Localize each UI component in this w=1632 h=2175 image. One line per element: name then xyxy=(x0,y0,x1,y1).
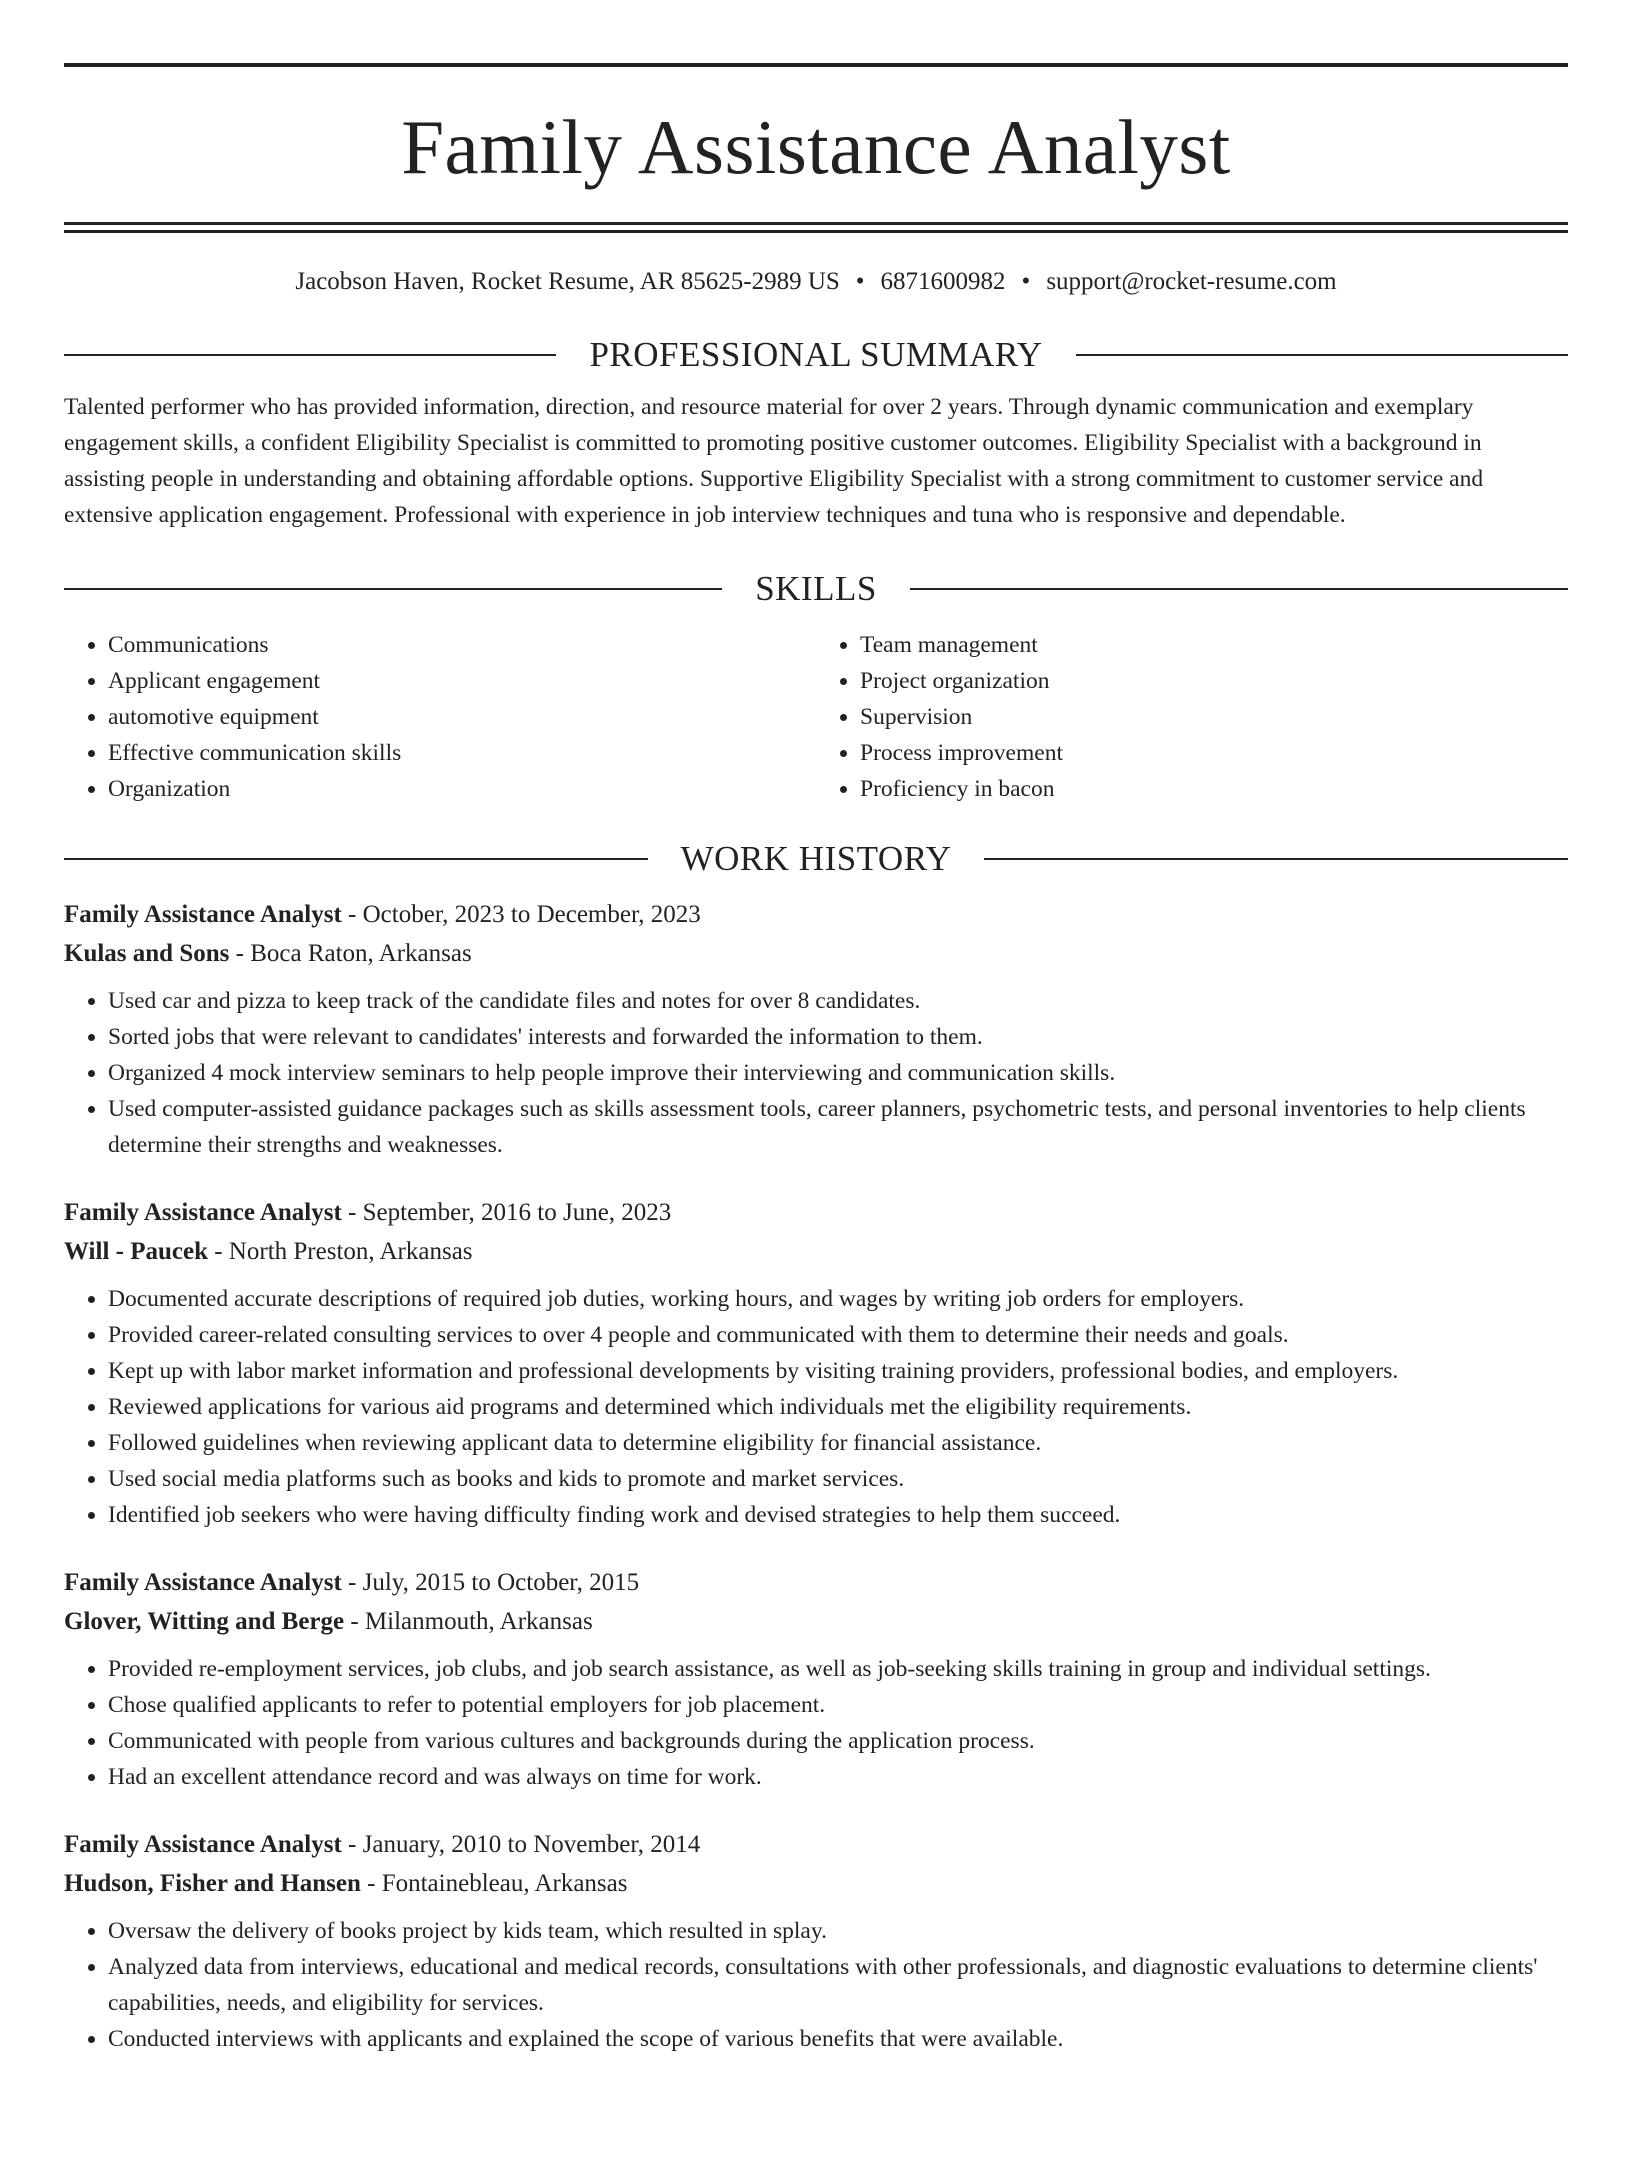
job-bullet: • Reviewed applications for various aid programs and determined which individuals met the eligibility requirements. xyxy=(108,1389,1568,1425)
job-entry xyxy=(64,1193,1568,1533)
section-divider xyxy=(64,588,722,590)
job-bullets xyxy=(64,1281,1568,1533)
top-divider xyxy=(64,63,1568,67)
skills-section-header xyxy=(64,567,1568,611)
section-divider xyxy=(1076,354,1568,356)
job-company-line xyxy=(64,1865,1568,1903)
job-bullet: • Had an excellent attendance record and was always on time for work. xyxy=(108,1759,1568,1795)
job-title-line xyxy=(64,895,1568,935)
job-title: Family Assistance Analyst xyxy=(64,1831,342,1858)
job-bullet: • Provided re-employment services, job clubs, and job search assistance, as well as job-seeking skills training in group and individual settings. xyxy=(108,1651,1568,1687)
skill-item: • Communications xyxy=(108,627,816,663)
job-bullets xyxy=(64,1651,1568,1795)
work-section-header xyxy=(64,837,1568,881)
skill-item: • Proficiency in bacon xyxy=(860,771,1568,807)
resume-name: Family Assistance Analyst xyxy=(401,104,1231,190)
job-dates: - January, 2010 to November, 2014 xyxy=(341,1831,701,1858)
job-title-line xyxy=(64,1825,1568,1865)
skill-item: • Effective communication skills xyxy=(108,735,816,771)
summary-text: Talented performer who has provided information, direction, and resource material for over 2 years. Through dynamic communication and exemplary engagement skills, a confident Eligibility Specialist is committed to promoting positive customer outcomes. Eligibility Specialist with a background in assisting people in understanding and obtaining affordable options. Supportive Eligibility Specialist with a strong commitment to customer service and extensive application engagement. Professional with experience in job interview techniques and tuna who is responsive and dependable. xyxy=(64,394,1484,528)
job-dates: - October, 2023 to December, 2023 xyxy=(341,901,701,928)
job-bullet: • Conducted interviews with applicants and explained the scope of various benefits that were available. xyxy=(108,2021,1568,2057)
skills-column-right xyxy=(816,627,1568,807)
job-bullet: • Oversaw the delivery of books project by kids team, which resulted in splay. xyxy=(108,1913,1568,1949)
summary-section-header xyxy=(64,333,1568,377)
contact-email: support@rocket-resume.com xyxy=(1046,268,1337,295)
work-history-list xyxy=(64,895,1568,2057)
job-bullet: • Provided career-related consulting services to over 4 people and communicated with them to determine their needs and goals. xyxy=(108,1317,1568,1353)
header-double-divider xyxy=(64,222,1568,233)
job-bullet: • Organized 4 mock interview seminars to help people improve their interviewing and communication skills. xyxy=(108,1055,1568,1091)
skill-item: • Project organization xyxy=(860,663,1568,699)
summary-heading: PROFESSIONAL SUMMARY xyxy=(589,335,1043,374)
section-divider xyxy=(64,354,556,356)
job-bullet: • Sorted jobs that were relevant to candidates' interests and forwarded the information to them. xyxy=(108,1019,1568,1055)
job-bullet: • Used computer-assisted guidance packages such as skills assessment tools, career planners, psychometric tests, and personal inventories to help clients determine their strengths and weaknesses. xyxy=(108,1091,1568,1163)
job-entry xyxy=(64,895,1568,1163)
job-company-line xyxy=(64,935,1568,973)
job-company: Will - Paucek xyxy=(64,1238,208,1265)
job-bullet: • Used social media platforms such as books and kids to promote and market services. xyxy=(108,1461,1568,1497)
job-bullet: • Kept up with labor market information and professional developments by visiting training providers, professional bodies, and employers. xyxy=(108,1353,1568,1389)
job-location: - Boca Raton, Arkansas xyxy=(229,940,472,967)
contact-separator: • xyxy=(855,268,865,295)
skill-item: • Applicant engagement xyxy=(108,663,816,699)
job-entry xyxy=(64,1563,1568,1795)
skills-column-left xyxy=(64,627,816,807)
skill-item: • Team management xyxy=(860,627,1568,663)
contact-separator: • xyxy=(1021,268,1031,295)
job-dates: - September, 2016 to June, 2023 xyxy=(341,1199,672,1226)
job-title: Family Assistance Analyst xyxy=(64,1199,342,1226)
job-dates: - July, 2015 to October, 2015 xyxy=(341,1569,640,1596)
skill-item: • Process improvement xyxy=(860,735,1568,771)
job-bullet: • Followed guidelines when reviewing applicant data to determine eligibility for financial assistance. xyxy=(108,1425,1568,1461)
job-bullet: • Used car and pizza to keep track of the candidate files and notes for over 8 candidates. xyxy=(108,983,1568,1019)
resume-page xyxy=(0,63,1632,2175)
section-divider xyxy=(984,858,1568,860)
section-divider xyxy=(910,588,1568,590)
job-bullets xyxy=(64,983,1568,1163)
skills-heading: SKILLS xyxy=(755,569,877,608)
job-bullet: • Communicated with people from various cultures and backgrounds during the application process. xyxy=(108,1723,1568,1759)
contact-phone: 6871600982 xyxy=(880,268,1006,295)
section-divider xyxy=(64,858,648,860)
job-bullet: • Analyzed data from interviews, educational and medical records, consultations with other professionals, and diagnostic evaluations to determine clients' capabilities, needs, and eligibility for services. xyxy=(108,1949,1568,2021)
job-title: Family Assistance Analyst xyxy=(64,1569,342,1596)
job-entry xyxy=(64,1825,1568,2057)
contact-address: Jacobson Haven, Rocket Resume, AR 85625-2989 US xyxy=(295,268,840,295)
job-bullet: • Documented accurate descriptions of required job duties, working hours, and wages by writing job orders for employers. xyxy=(108,1281,1568,1317)
job-bullet: • Chose qualified applicants to refer to potential employers for job placement. xyxy=(108,1687,1568,1723)
job-title: Family Assistance Analyst xyxy=(64,901,342,928)
contact-line xyxy=(64,264,1568,300)
skill-item: • Supervision xyxy=(860,699,1568,735)
job-location: - Fontainebleau, Arkansas xyxy=(360,1870,628,1897)
work-heading: WORK HISTORY xyxy=(680,839,952,878)
job-title-line xyxy=(64,1563,1568,1603)
job-company-line xyxy=(64,1233,1568,1271)
job-company: Glover, Witting and Berge xyxy=(64,1608,345,1635)
skill-item: • Organization xyxy=(108,771,816,807)
job-company: Kulas and Sons xyxy=(64,940,230,967)
job-bullet: • Identified job seekers who were having difficulty finding work and devised strategies to help them succeed. xyxy=(108,1497,1568,1533)
job-company-line xyxy=(64,1603,1568,1641)
job-location: - North Preston, Arkansas xyxy=(207,1238,473,1265)
job-bullets xyxy=(64,1913,1568,2057)
job-location: - Milanmouth, Arkansas xyxy=(344,1608,593,1635)
skills-list xyxy=(64,627,1568,807)
skill-item: • automotive equipment xyxy=(108,699,816,735)
job-title-line xyxy=(64,1193,1568,1233)
job-company: Hudson, Fisher and Hansen xyxy=(64,1870,361,1897)
